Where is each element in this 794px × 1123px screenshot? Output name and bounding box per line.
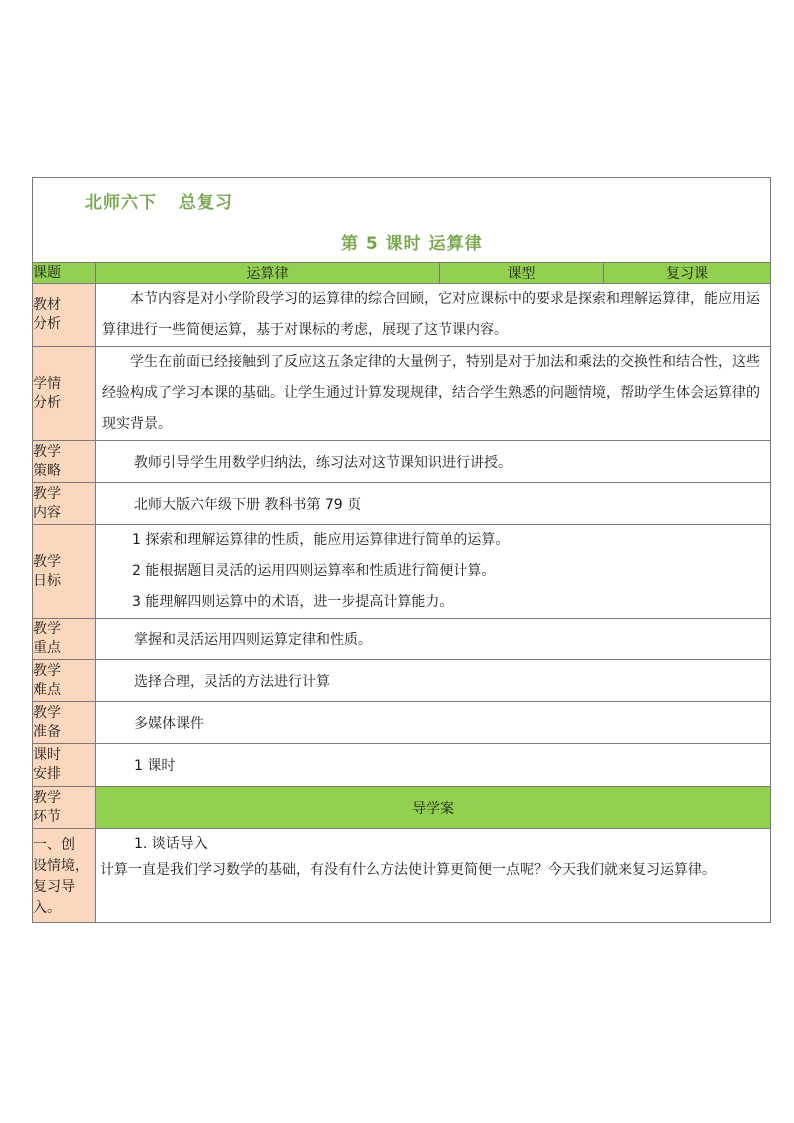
preparation-cell xyxy=(96,702,771,744)
strategy-row xyxy=(33,441,771,483)
goal-item: 1 探索和理解运算律的性质，能应用运算律进行简单的运算。 xyxy=(132,532,510,548)
content-text: 北师大版六年级下册 教科书第 79 页 xyxy=(134,496,362,513)
difficulties-row xyxy=(33,660,771,702)
difficulties-text: 选择合理，灵活的方法进行计算 xyxy=(134,673,330,690)
header-cell xyxy=(33,178,771,263)
goals-label: 教学 日标 xyxy=(33,525,96,619)
goal-item: 3 能理解四则运算中的术语，进一步提高计算能力。 xyxy=(132,594,454,610)
intro-heading: 1. 谈话导入 xyxy=(134,836,208,852)
key-points-row xyxy=(33,619,771,660)
difficulties-cell xyxy=(96,660,771,702)
intro-label: 一、创 设情境， 复习导 入。 xyxy=(33,829,96,923)
material-row xyxy=(33,284,771,347)
process-value: 导学案 xyxy=(96,787,771,829)
process-row xyxy=(33,787,771,829)
strategy-text: 教师引导学生用数学归纳法，练习法对这节课知识进行讲授。 xyxy=(134,454,512,471)
goals-row xyxy=(33,525,771,619)
difficulties-label: 教学 难点 xyxy=(33,660,96,702)
type-label: 课型 xyxy=(440,263,604,284)
strategy-label: 教学 策略 xyxy=(33,441,96,483)
key-points-label: 教学 重点 xyxy=(33,619,96,660)
students-label: 学情 分析 xyxy=(33,347,96,441)
type-value: 复习课 xyxy=(604,263,771,284)
lesson-title: 第 5 课时 运算律 xyxy=(341,234,483,254)
material-cell xyxy=(96,284,771,347)
students-text: 学生在前面已经接触到了反应这五条定律的大量例子，特别是对于加法和乘法的交换性和结合性，这些经验构成了学习本课的基础。让学生通过计算发现规律，结合学生熟悉的问题情境，帮助学生体会运算律的现实背景。 xyxy=(102,354,760,432)
material-text: 本节内容是对小学阶段学习的运算律的综合回顾，它对应课标中的要求是探索和理解运算律，能应用运算律进行一些简便运算，基于对课标的考虑，展现了这节课内容。 xyxy=(102,291,760,338)
preparation-text: 多媒体课件 xyxy=(134,715,204,732)
goals-cell xyxy=(96,525,771,619)
series-title: 北师六下 总复习 xyxy=(85,193,233,213)
duration-cell xyxy=(96,744,771,787)
process-label: 教学 环节 xyxy=(33,787,96,829)
intro-row xyxy=(33,829,771,923)
content-label: 教学 内容 xyxy=(33,483,96,525)
intro-cell xyxy=(96,829,771,923)
content-cell xyxy=(96,483,771,525)
duration-text: 1 课时 xyxy=(134,758,176,774)
material-label: 教材 分析 xyxy=(33,284,96,347)
duration-row xyxy=(33,744,771,787)
students-cell xyxy=(96,347,771,441)
strategy-cell xyxy=(96,441,771,483)
header-row xyxy=(33,178,771,263)
content-row xyxy=(33,483,771,525)
topic-value: 运算律 xyxy=(96,263,440,284)
students-row xyxy=(33,347,771,441)
preparation-row xyxy=(33,702,771,744)
preparation-label: 教学 准备 xyxy=(33,702,96,744)
duration-label: 课时 安排 xyxy=(33,744,96,787)
topic-row xyxy=(33,263,771,284)
intro-text: 计算一直是我们学习数学的基础，有没有什么方法使计算更简便一点呢？今天我们就来复习运算律。 xyxy=(100,862,716,878)
lesson-plan-table xyxy=(32,177,771,923)
topic-label: 课题 xyxy=(33,263,96,284)
goal-item: 2 能根据题目灵活的运用四则运算率和性质进行简便计算。 xyxy=(132,563,496,579)
key-points-text: 掌握和灵活运用四则运算定律和性质。 xyxy=(134,632,372,648)
key-points-cell xyxy=(96,619,771,660)
